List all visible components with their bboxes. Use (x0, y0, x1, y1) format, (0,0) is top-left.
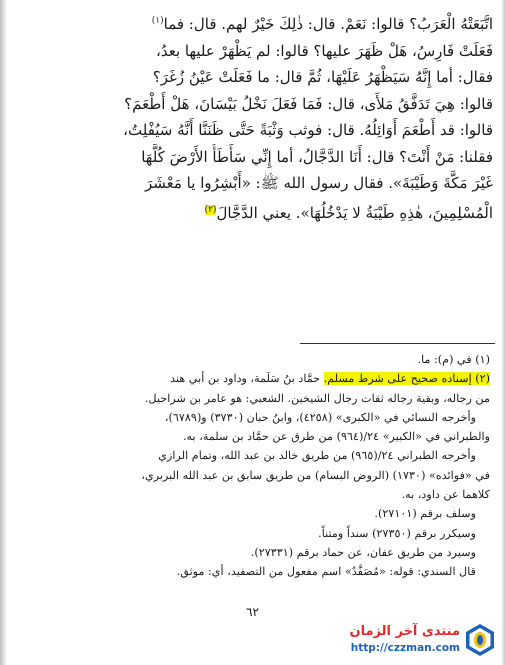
watermark-url[interactable]: http://czzman.com (350, 642, 460, 654)
text-line-2: فَعَلَتْ فَارِسُ، هَلْ ظَهَرَ عليها؟ قالوا: لم يَظْهَرْ عليها بعدُ، (156, 41, 493, 60)
forum-logo-icon (464, 623, 496, 657)
text-line-5: قالوا: قد أَطْعَمَ أَوَائِلُهُ. قال: فوثب وَثْبَةً حَتَّى ظَنَنَّا أَنَّهُ سَيُفْلِتُ، (123, 121, 493, 139)
page-number: ٦٢ (246, 605, 259, 619)
footnote-2: (٢) إسناده صحيح على شرط مسلم. حمَّاد بنُ سَلَمة، وداود بن أبي هند (170, 372, 490, 386)
text-line-1: اتَّبَعَتْهُ الْعَرَبُ؟ قالوا: نَعَمْ. قال: ذٰلِكَ خَيْرٌ لهم. قال: فما$^{(١)}$ (151, 15, 493, 33)
watermark-title: منتدى آخر الزمان (349, 624, 460, 639)
text-line-8: الْمُسْلِمِينَ، هٰذِهِ طَيْبَةُ لا يَدْخُلُهَا». يعني الدَّجَّالَ$^{(٢)}$ (204, 203, 493, 222)
footnote-line: وأخرجه النسائي في «الكبرى» (٤٢٥٨)، وابنُ حبان (٣٧٣٠) و(٦٧٨٩)، (164, 410, 476, 424)
site-watermark[interactable] (330, 620, 500, 660)
footnote-line: قال السندي: قوله: «مُصَفَّدٌ» اسم مفعول من التصفيد، أي: موثق. (176, 565, 476, 579)
footnote-marker-2[interactable]: (٢) (204, 204, 217, 215)
scan-shadow-right (501, 0, 505, 665)
footnote-separator (300, 343, 495, 344)
text-line-3: فقال: أما إِنَّهُ سَيَظْهَرُ عَلَيْهَا، ثُمَّ قال: ما فَعَلَتْ عَيْنُ زُغَرَ؟ (152, 68, 493, 86)
footnote-line: وسلف برقم (٢٧١٠١). (374, 507, 476, 521)
text-line-6: فقلنا: مَنْ أَنْتَ؟ قال: أَنَا الدَّجَّالُ، أما إِنِّي سَأَطَأُ الأَرْضَ كُلَّهَا (141, 147, 493, 166)
scan-shadow-left (0, 0, 6, 665)
footnote-line: في «فوائده» (١٧٣٠) (الروض البسام) من طريق سابق بن عبد الله البربري، (141, 468, 490, 482)
hadith-text (38, 8, 493, 226)
text-line-4: قالوا: هِيَ تَدَفَّقُ مَلأَى، قال: فَمَا فَعَلَ نَخْلُ بَيْسَانَ، هَلْ أَطْعَمَ؟ (124, 94, 493, 113)
footnotes (30, 350, 490, 582)
footnote-line: وأخرجه الطبراني ٢٤/(٩٦٥) من طريق خالد بن عبد الله، وتمام الرازي (158, 449, 476, 463)
footnote-marker-1[interactable]: (١) (151, 16, 164, 26)
footnote-line: والطبراني في «الكبير» ٢٤/(٩٦٤) من طرق عن حمَّاد بن سلمة، به. (183, 430, 490, 444)
footnote-line: وسيكرر برقم (٢٧٣٥٠) سنداً ومتناً. (318, 526, 476, 540)
footnote-line: من رجاله، وبقية رجاله ثقات رجال الشيخين. الشعبي: هو عامر بن شراحيل. (144, 391, 490, 405)
footnote-line: كلاهما عن داود، به. (401, 488, 490, 502)
footnote-line: وسيرد من طريق عفان، عن حماد برقم (٢٧٣٣١). (250, 545, 476, 559)
footnote-1: (١) في (م): ما. (417, 353, 490, 366)
highlighted-grading: (٢) إسناده صحيح على شرط مسلم. (323, 372, 490, 386)
text-line-7: غَيْرَ مَكَّةَ وَطَيْبَةَ». فقال رسول الله ﷺ: «أَبْشِرُوا يا مَعْشَرَ (144, 174, 493, 192)
